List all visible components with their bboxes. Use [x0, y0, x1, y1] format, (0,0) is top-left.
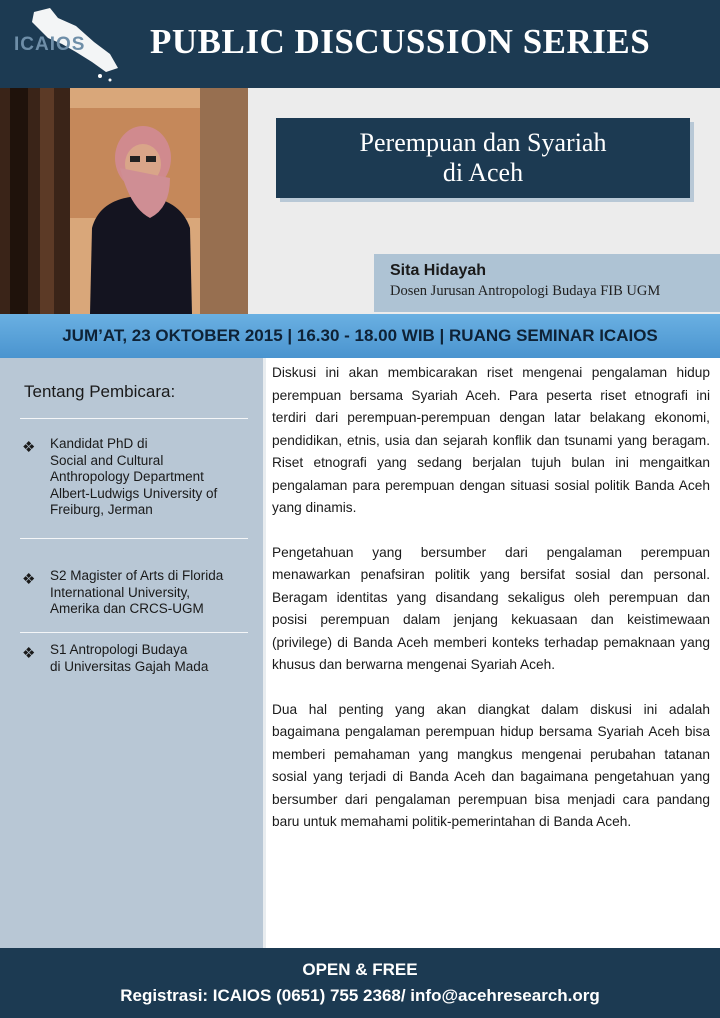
list-item-text: S2 Magister of Arts di Florida International University, Amerika dan CRCS-UGM: [50, 568, 224, 616]
speaker-box: [374, 254, 720, 312]
divider: [20, 632, 248, 633]
footer-open-free: OPEN & FREE: [302, 960, 418, 979]
diamond-bullet-icon: ❖: [22, 645, 36, 662]
about-speaker-panel: [0, 358, 266, 948]
header-banner: [0, 0, 720, 88]
diamond-bullet-icon: ❖: [22, 439, 36, 456]
list-item: [22, 436, 256, 519]
divider: [20, 418, 248, 419]
footer-banner: [0, 948, 720, 1018]
description-paragraph: Diskusi ini akan membicarakan riset mengenai pengalaman hidup perempuan bersama Syariah Aceh. Para peserta riset etnografi ini terdiri dari perempuan-perempuan dengan latar belakang ekonomi, pendidikan, etnis, usia dan sejarah konflik dan tsunami yang beragam. Riset etnografi yang sedang berjalan tujuh bulan ini mengaitkan pengalaman para perempuan dengan situasi sosial politik Banda Aceh yang dinamis.: [272, 365, 710, 515]
list-item-text: S1 Antropologi Budaya di Universitas Gajah Mada: [50, 642, 209, 674]
speaker-name: Sita Hidayah: [390, 262, 487, 279]
list-item: [22, 568, 256, 618]
event-title-line2: di Aceh: [442, 158, 524, 187]
list-item: [22, 642, 256, 675]
schedule-bar: JUM’AT, 23 OKTOBER 2015 | 16.30 - 18.00 WIB | RUANG SEMINAR ICAIOS: [0, 314, 720, 358]
divider: [20, 538, 248, 539]
description-paragraph: Dua hal penting yang akan diangkat dalam diskusi ini adalah bagaimana pengalaman perempuan hidup bersama Syariah Aceh bisa memberi pemahaman yang mangkus mengenai perubahan tatanan sosial yang terjadi di Banda Aceh dan bagaimana pengetahuan yang bersumber dari pengalaman perempuan bisa menjadi cara pandang baru untuk memahami politik-pemerintahan di Banda Aceh.: [272, 701, 710, 829]
event-title-line1: Perempuan dan Syariah: [359, 128, 607, 157]
list-item-text: Kandidat PhD di Social and Cultural Anthropology Department Albert-Ludwigs University of Freiburg, Jerman: [50, 436, 218, 517]
diamond-bullet-icon: ❖: [22, 571, 36, 588]
description-paragraph: Pengetahuan yang bersumber dari pengalaman perempuan menawarkan penafsiran politik yang bersifat sosial dan personal. Beragam identitas yang disandang sekaligus oleh perempuan dan posisi perempuan dalam jenjang kekuasaan dan keistimewaan (privilege) di Banda Aceh memberi konteks terhadap pemaknaan yang khusus dan berwarna mengenai Syariah Aceh.: [272, 544, 710, 672]
logo-text: ICAIOS: [14, 34, 86, 55]
speaker-photo: [0, 88, 248, 314]
speaker-role: Dosen Jurusan Antropologi Budaya FIB UGM: [390, 283, 661, 299]
event-description: [272, 362, 710, 946]
footer-registration: Registrasi: ICAIOS (0651) 755 2368/ info@acehresearch.org: [120, 986, 600, 1005]
about-heading: Tentang Pembicara:: [24, 382, 176, 401]
page-title: PUBLIC DISCUSSION SERIES: [150, 22, 651, 61]
event-title-box: [276, 118, 690, 198]
